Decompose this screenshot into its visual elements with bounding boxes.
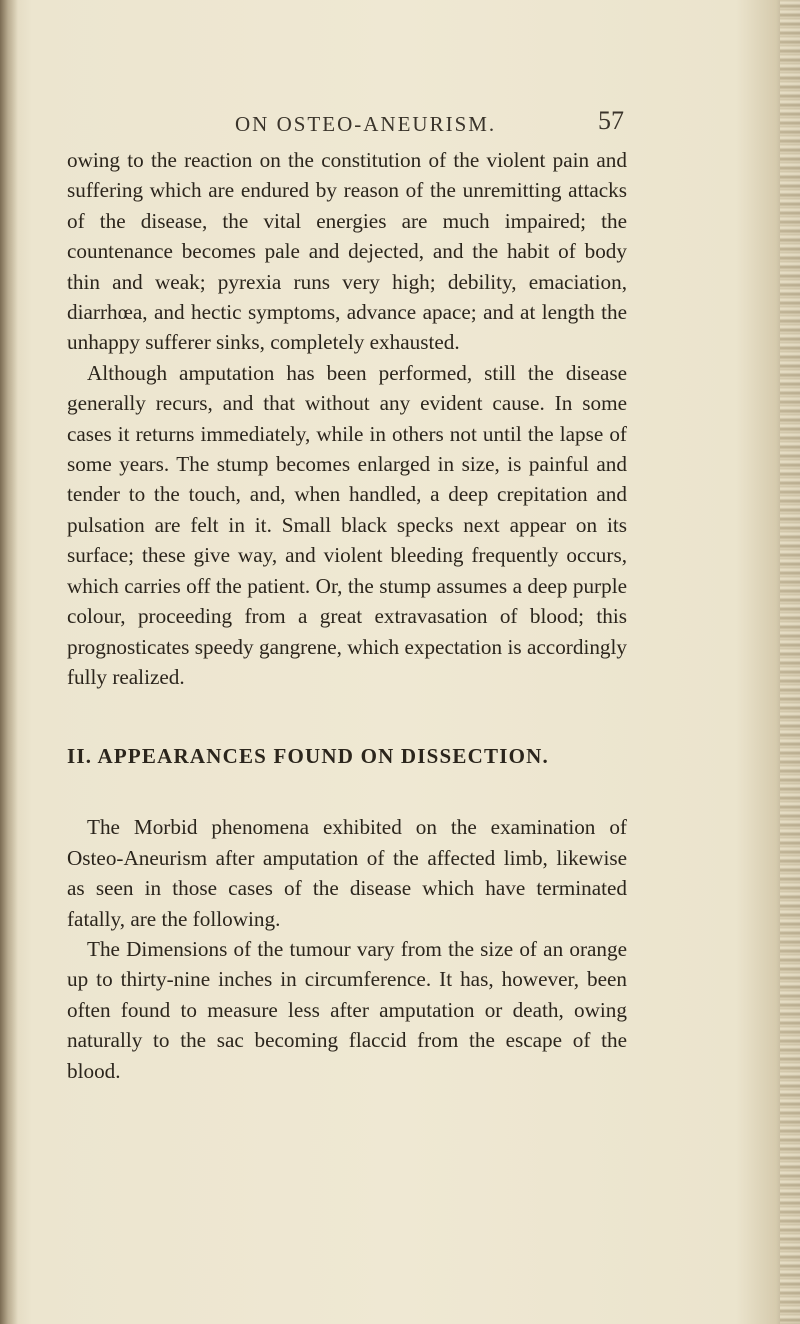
paragraph-dimensions: The Dimensions of the tumour vary from the size of an orange up to thirty-nine inches in circumference. It has, however, been often found to measure less after amputation or death, owing naturally to the sac becoming flaccid from the escape of the blood. xyxy=(67,936,627,1083)
page-edge xyxy=(780,0,800,1324)
paragraph-morbid-phenomena: The Morbid phenomena exhibited on the examination of Osteo-Aneurism after amputation of the affected limb, likewise as seen in those cases of the disease which have terminated fatally, are the following. xyxy=(67,815,627,931)
running-head: ON OSTEO-ANEURISM. xyxy=(235,112,497,136)
page-gutter-shadow xyxy=(0,0,18,1324)
paragraph-symptoms: owing to the reaction on the constitution of the violent pain and suffering which are endured by reason of the unremitting attacks of the disease, the vital energies are much impaired; the countenance becomes pale and dejected, and the habit of body thin and weak; pyrexia runs very high; debility, emaciation, diarrhœa, and hectic symptoms, advance apace; and at length the unhappy sufferer sinks, completely exhausted. xyxy=(67,148,627,355)
page-header xyxy=(0,106,800,144)
section-heading: II. APPEARANCES FOUND ON DISSECTION. xyxy=(67,744,549,769)
page-number: 57 xyxy=(598,106,624,135)
paragraph-amputation: Although amputation has been performed, still the disease generally recurs, and that without any evident cause. In some cases it returns immediately, while in others not until the lapse of some years. The stump becomes enlarged in size, is painful and tender to the touch, and, when handled, a deep crepitation and pulsation are felt in it. Small black specks next appear on its surface; these give way, and violent bleeding frequently occurs, which carries off the patient. Or, the stump assumes a deep purple colour, proceeding from a great extravasation of blood; this prognosticates speedy gangrene, which expectation is accordingly fully realized. xyxy=(67,360,627,689)
body-text xyxy=(67,145,627,1086)
